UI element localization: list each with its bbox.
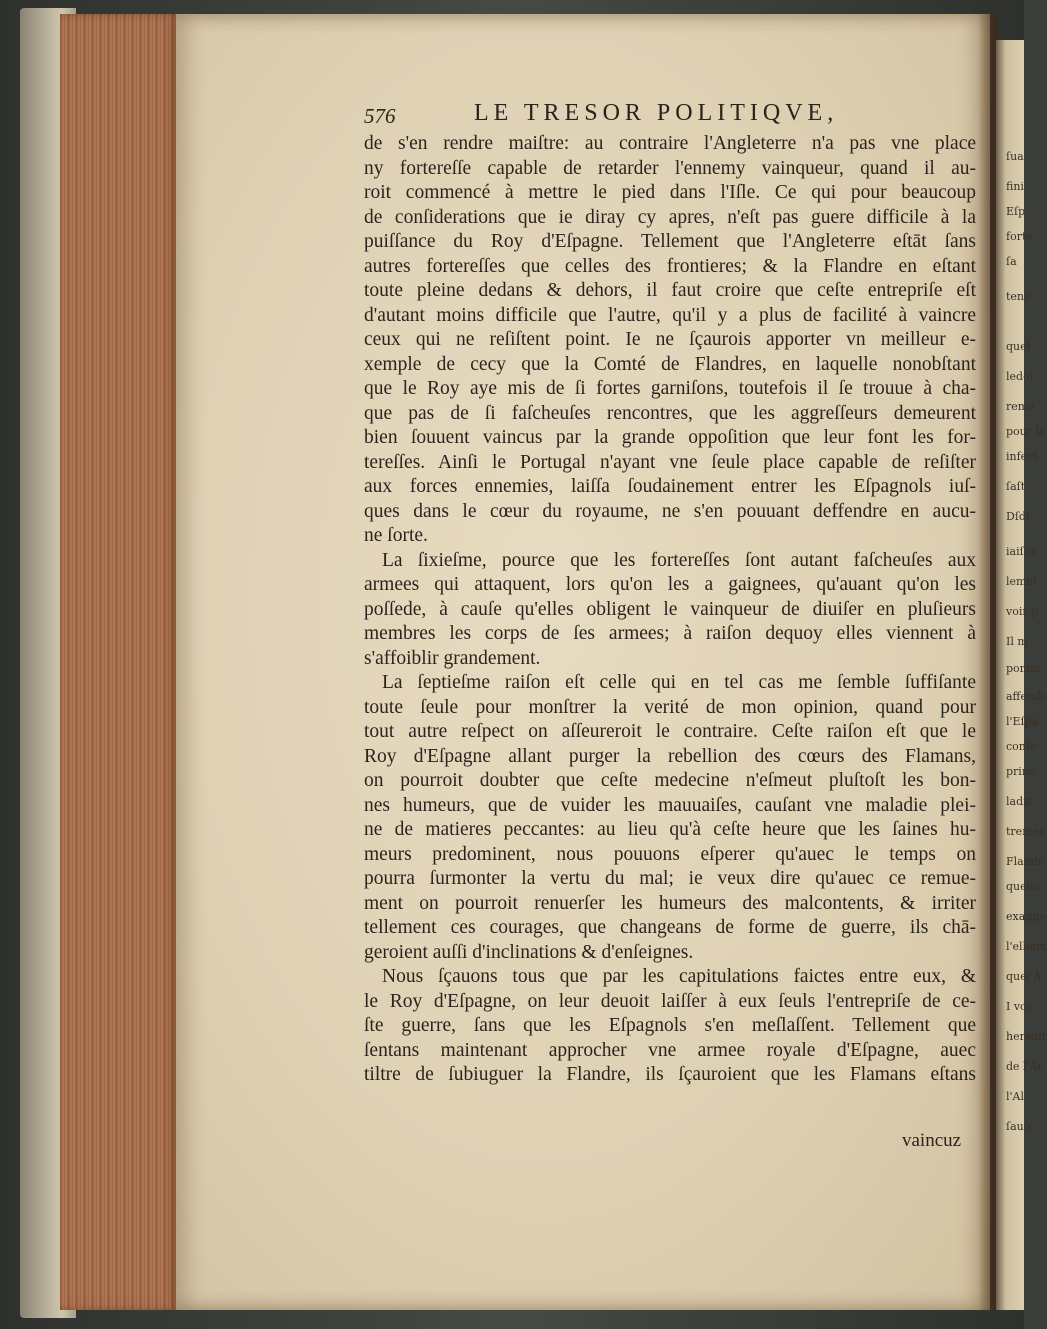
text-line: puiſſance du Roy d'Eſpagne. Tellement que l'Angleterre eſtāt ſans	[364, 231, 976, 252]
facing-fragment: quel'A	[1006, 970, 1042, 983]
text-line: Roy d'Eſpagne allant purger la rebellion des cœurs des Flamans,	[364, 745, 976, 767]
text-line: de s'en rendre maiſtre: au contraire l'Angleterre n'a pas vne place	[364, 133, 976, 154]
text-line: ceux qui ne reſiſtent point. Ie ne ſçaurois apporter vn meilleur e-	[364, 329, 976, 350]
text-line: s'affoiblir grandement.	[364, 647, 541, 669]
facing-fragment: fini	[1006, 180, 1024, 193]
facing-fragment: I voy	[1006, 1000, 1033, 1013]
text-line: que pas de ſi faſcheuſes rencontres, que les aggreſſeurs demeurent	[364, 402, 976, 424]
text-line: pourra ſurmonter la vertu du mal; ie veux dire qu'auec ce remue-	[364, 868, 976, 889]
body-text	[364, 132, 976, 1088]
text-line: tereſſes. Ainſi le Portugal n'ayant vne ſeule place capable de reſiſter	[364, 451, 976, 473]
facing-fragment: ladic	[1006, 795, 1033, 808]
text-line: tout autre reſpect on aſſeureroit le contraire. Ceſte raiſon eſt que le	[364, 721, 976, 742]
text-line: ſte guerre, ſans que les Eſpagnols s'en meſlaſſent. Tellement que	[364, 1015, 976, 1036]
text-line: geroient auſſi d'inclinations & d'enſeignes.	[364, 941, 694, 963]
facing-fragment: conſe	[1006, 740, 1037, 753]
facing-fragment: lemel	[1006, 575, 1037, 588]
facing-fragment: affemb	[1006, 690, 1045, 703]
text-line: aux forces ennemies, laiſſa ſoudainement entrer les Eſpagnols iuſ-	[364, 476, 976, 497]
catchword: vaincuz	[902, 1130, 962, 1151]
text-line: La ſixieſme, pource que les fortereſſes ſont autant faſcheuſes aux	[382, 549, 976, 571]
text-line: que le Roy aye mis de ſi fortes garniſons, toutefois il ſe trouue à cha-	[364, 378, 976, 399]
facing-fragment: l'Eſpa	[1006, 715, 1039, 728]
facing-fragment: voir p	[1006, 605, 1039, 618]
facing-fragment: reme	[1006, 400, 1035, 413]
text-line: toute ſeule pour monſtrer la verité de mon opinion, quand pour	[364, 696, 976, 718]
text-line: ne de matieres peccantes: au lieu qu'à ceſte heure que les ſaines hu-	[364, 819, 976, 840]
facing-fragment: Flandr	[1006, 855, 1044, 868]
page-number: 576	[364, 104, 396, 128]
facing-fragment: tenz	[1006, 290, 1030, 303]
facing-fragment: ſaſt	[1006, 480, 1026, 493]
text-line: autres fortereſſes que celles des frontieres; & la Flandre en eſtant	[364, 255, 976, 277]
facing-fragment: exagge	[1006, 910, 1046, 923]
facing-fragment: quelle	[1006, 880, 1041, 893]
text-line: poſſede, à cauſe qu'elles obligent le vainqueur de diuiſer en pluſieurs	[364, 598, 976, 620]
text-line: de conſiderations que ie diray cy apres, n'eſt pas guere difficile à la	[364, 206, 976, 228]
facing-fragment: ledoi	[1006, 370, 1034, 383]
text-line: membres les corps de ſes armees; à raiſon dequoy elles viennent à	[364, 623, 976, 644]
facing-fragment: princ	[1006, 765, 1036, 778]
text-line: tiltre de ſubiuguer la Flandre, ils ſçauroient que les Flamans eſtans	[364, 1064, 976, 1085]
gutter-shadow	[978, 14, 998, 1310]
facing-fragment: l'elbom	[1006, 940, 1047, 953]
facing-fragment: heredit	[1006, 1030, 1047, 1043]
facing-fragment: ſua	[1006, 150, 1024, 163]
text-line: ne ſorte.	[364, 525, 428, 546]
text-line: le Roy d'Eſpagne, on leur deuoit laiſſer à eux ſeuls l'entrepriſe de ce-	[364, 990, 976, 1012]
text-line: xemple de cecy que la Comté de Flandres, en laquelle nonobſtant	[364, 353, 976, 375]
text-line: meurs predominent, nous pouuons eſperer qu'auec le temps on	[364, 843, 976, 865]
facing-fragment: forte	[1006, 230, 1033, 243]
facing-fragment: iaiſon	[1006, 545, 1038, 558]
text-line: ques dans le cœur du royaume, ne s'en pouuant deffendre en aucu-	[364, 500, 976, 522]
text-line: armees qui attaquent, lors qu'on les a gaignees, qu'auant qu'on les	[364, 574, 976, 595]
text-line: ment on pourroit renuerſer les humeurs des malcontents, & irriter	[364, 892, 976, 914]
text-line: La ſeptieſme raiſon eſt celle qui en tel cas me ſemble ſuffiſante	[382, 672, 976, 693]
text-line: Nous ſçauons tous que par les capitulations faictes entre eux, &	[382, 966, 976, 987]
facing-fragment: de l'Ar	[1006, 1060, 1043, 1073]
facing-fragment: tremen	[1006, 825, 1047, 838]
text-line: bien ſouuent vaincus par la grande oppoſition que leur font les for-	[364, 427, 976, 448]
text-line: tellement ces courages, que changeans de forme de guerre, ils chā-	[364, 917, 976, 938]
text-line: ſentans maintenant approcher vne armee royale d'Eſpagne, auec	[364, 1039, 976, 1061]
facing-fragment: Dſdi	[1006, 510, 1030, 523]
text-line: ny fortereſſe capable de retarder l'ennemy vainqueur, quand il au-	[364, 157, 976, 179]
facing-fragment: pour le	[1006, 425, 1046, 438]
facing-page-edge	[996, 40, 1047, 1310]
facing-fragment: l'Al	[1006, 1090, 1025, 1103]
text-line: roit commencé à mettre le pied dans l'Iſle. Ce qui pour beaucoup	[364, 182, 976, 203]
page-header	[364, 98, 984, 132]
text-line: d'autant moins difficile que l'autre, qu'il y a plus de facilité à vaincre	[364, 304, 976, 326]
page-edges	[60, 14, 178, 1310]
facing-fragment: quel	[1006, 340, 1031, 353]
text-line: on pourroit doubter que ceſte medecine n'eſmeut pluſtoſt les bon-	[364, 770, 976, 791]
facing-fragment: Il m	[1006, 635, 1028, 648]
running-title: LE TRESOR POLITIQVE,	[474, 100, 839, 126]
text-line: nes humeurs, que de vuider les mauuaiſes, cauſant vne maladie plei-	[364, 794, 976, 816]
facing-fragment: Eſp	[1006, 205, 1026, 218]
facing-fragment: ſa	[1006, 255, 1017, 268]
facing-fragment: pomm	[1006, 662, 1041, 675]
facing-fragment: ſauo	[1006, 1120, 1031, 1133]
text-line: toute pleine dedans & dehors, il faut croire que ceſte entrepriſe eſt	[364, 280, 976, 301]
facing-fragment: infect	[1006, 450, 1038, 463]
